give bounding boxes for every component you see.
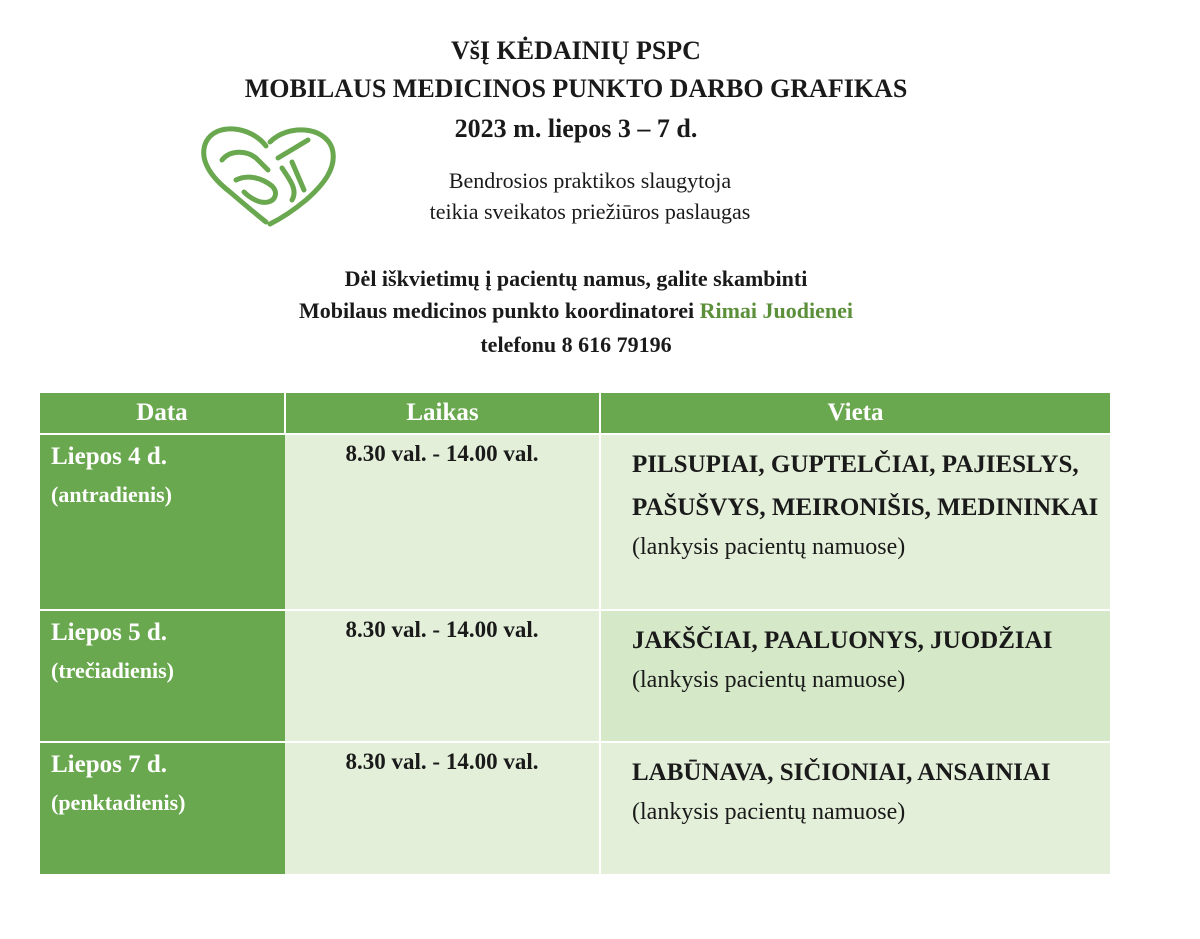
row-time: 8.30 val. - 14.00 val.: [285, 742, 600, 874]
row-time: 8.30 val. - 14.00 val.: [285, 610, 600, 742]
row-place-cell: [600, 742, 1110, 874]
row-weekday: (penktadienis): [51, 790, 186, 815]
header-date: Data: [40, 393, 285, 434]
row-date: Liepos 7 d.: [51, 751, 168, 778]
row-time: 8.30 val. - 14.00 val.: [285, 434, 600, 610]
row-place-cell: [600, 434, 1110, 610]
row-date: Liepos 4 d.: [51, 443, 168, 470]
row-place-cell: [600, 610, 1110, 742]
row-places: JAKŠČIAI, PAALUONYS, JUODŽIAI: [632, 627, 1053, 654]
row-note: (lankysis pacientų namuose): [632, 799, 906, 825]
contact-prefix: Mobilaus medicinos punkto koordinatorei: [299, 298, 700, 323]
contact-line-2: [0, 296, 1152, 326]
row-places: PILSUPIAI, GUPTELČIAI, PAJIESLYS, PAŠUŠVYS, MEIRONIŠIS, MEDININKAI: [632, 451, 1099, 521]
intro-line-1: Bendrosios praktikos slaugytoja: [448, 168, 732, 193]
row-note: (lankysis pacientų namuose): [632, 534, 906, 560]
org-name: VšĮ KĖDAINIŲ PSPC: [451, 36, 701, 65]
table-row: [40, 610, 1110, 742]
table-header-row: [40, 393, 1110, 434]
period: 2023 m. liepos 3 – 7 d.: [454, 114, 698, 143]
row-weekday: (trečiadienis): [51, 658, 175, 683]
schedule-table: [40, 393, 1110, 874]
row-date-cell: [40, 742, 285, 874]
phone-line: telefonu 8 616 79196: [480, 332, 672, 357]
row-date-cell: [40, 610, 285, 742]
row-note: (lankysis pacientų namuose): [632, 667, 906, 693]
intro-line-2: teikia sveikatos priežiūros paslaugas: [429, 199, 751, 224]
page-title: MOBILAUS MEDICINOS PUNKTO DARBO GRAFIKAS: [244, 74, 908, 103]
row-date-cell: [40, 434, 285, 610]
header-place: Vieta: [600, 393, 1110, 434]
coordinator-name: Rimai Juodienei: [699, 298, 853, 323]
row-date: Liepos 5 d.: [51, 619, 168, 646]
table-row: [40, 434, 1110, 610]
contact-line-1: Dėl iškvietimų į pacientų namus, galite skambinti: [344, 266, 808, 291]
header-time: Laikas: [285, 393, 600, 434]
table-row: [40, 742, 1110, 874]
row-weekday: (antradienis): [51, 482, 172, 507]
row-places: LABŪNAVA, SIČIONIAI, ANSAINIAI: [632, 759, 1051, 786]
